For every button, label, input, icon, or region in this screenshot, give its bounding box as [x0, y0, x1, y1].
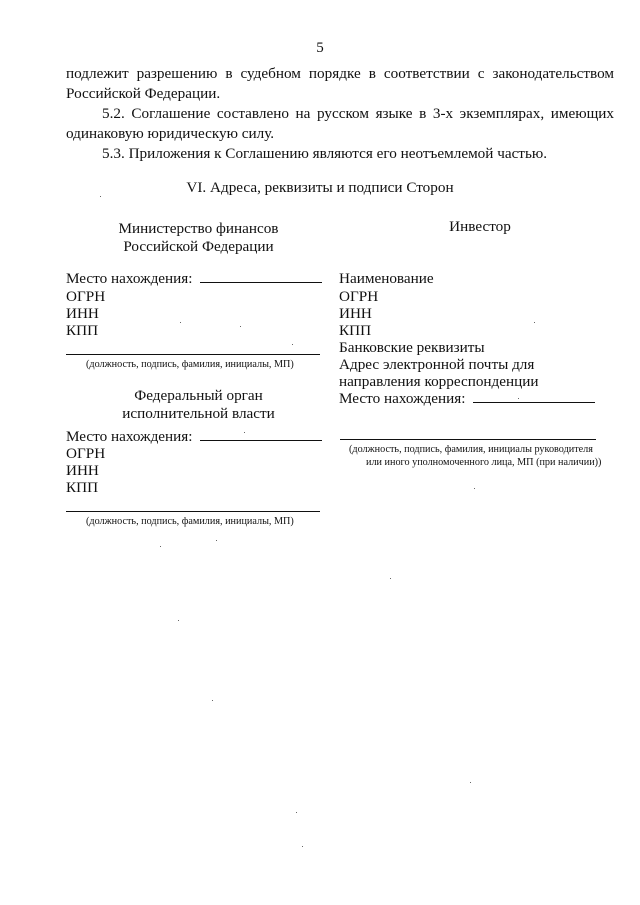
scan-speck	[534, 322, 535, 323]
federal-body-title-line-1: Федеральный орган	[134, 387, 263, 404]
federal-body-kpp-label: КПП	[66, 479, 99, 496]
scan-speck	[212, 700, 213, 701]
investor-location-field	[339, 390, 595, 407]
scan-speck	[178, 620, 179, 621]
ministry-signature-caption: (должность, подпись, фамилия, инициалы, МП)	[86, 359, 294, 370]
federal-body-title	[66, 387, 331, 423]
clause-5-2-line-1: 5.2. Соглашение составлено на русском языке в 3-х экземплярах, имеющих	[102, 105, 614, 122]
scan-speck	[518, 398, 519, 399]
investor-ogrn-label: ОГРН	[339, 288, 379, 305]
scan-speck	[180, 322, 181, 323]
investor-name-label: Наименование	[339, 270, 434, 287]
scan-speck	[292, 344, 293, 345]
federal-body-location-label: Место нахождения:	[66, 428, 193, 445]
investor-email-line-2: направления корреспонденции	[339, 373, 539, 390]
federal-body-location-field	[66, 428, 322, 445]
intro-text-line-2: Российской Федерации.	[66, 85, 221, 102]
scan-speck	[100, 196, 101, 197]
investor-bank-details-label: Банковские реквизиты	[339, 339, 485, 356]
page-number: 5	[316, 40, 324, 56]
clause-5-2-line-2: одинаковую юридическую силу.	[66, 125, 275, 142]
investor-title: Инвестор	[449, 218, 511, 235]
investor-inn-label: ИНН	[339, 305, 372, 322]
scan-speck	[302, 846, 303, 847]
scan-speck	[390, 578, 391, 579]
ministry-location-blank[interactable]	[200, 270, 322, 283]
scan-speck	[216, 540, 217, 541]
ministry-signature-line[interactable]	[66, 354, 320, 355]
scan-speck	[296, 812, 297, 813]
investor-location-blank[interactable]	[473, 390, 595, 403]
scan-speck	[470, 782, 471, 783]
clause-5-3: 5.3. Приложения к Соглашению являются его неотъемлемой частью.	[102, 145, 548, 162]
investor-signature-line[interactable]	[340, 439, 596, 440]
federal-body-title-line-2: исполнительной власти	[122, 405, 275, 422]
section-heading: VI. Адреса, реквизиты и подписи Сторон	[186, 179, 454, 196]
scan-speck	[160, 546, 161, 547]
ministry-inn-label: ИНН	[66, 305, 99, 322]
scan-speck	[244, 432, 245, 433]
ministry-kpp-label: КПП	[66, 322, 99, 339]
federal-body-ogrn-label: ОГРН	[66, 445, 106, 462]
ministry-title-line-2: Российской Федерации	[123, 238, 274, 255]
ministry-location-field	[66, 270, 322, 287]
federal-body-signature-line[interactable]	[66, 511, 320, 512]
ministry-title-line-1: Министерство финансов	[118, 220, 279, 237]
intro-text-line-1: подлежит разрешению в судебном порядке в соответствии с законодательством	[66, 65, 614, 82]
federal-body-signature-caption: (должность, подпись, фамилия, инициалы, МП)	[86, 516, 294, 527]
federal-body-location-blank[interactable]	[200, 428, 322, 441]
investor-signature-caption-line-2: или иного уполномоченного лица, МП (при наличии))	[366, 457, 602, 468]
scan-speck	[240, 326, 241, 327]
ministry-location-label: Место нахождения:	[66, 270, 193, 287]
ministry-title	[66, 220, 331, 256]
federal-body-inn-label: ИНН	[66, 462, 99, 479]
investor-email-line-1: Адрес электронной почты для	[339, 356, 535, 373]
investor-signature-caption-line-1: (должность, подпись, фамилия, инициалы руководителя	[349, 444, 593, 455]
scan-speck	[474, 488, 475, 489]
investor-location-label: Место нахождения:	[339, 390, 466, 407]
ministry-ogrn-label: ОГРН	[66, 288, 106, 305]
investor-kpp-label: КПП	[339, 322, 372, 339]
